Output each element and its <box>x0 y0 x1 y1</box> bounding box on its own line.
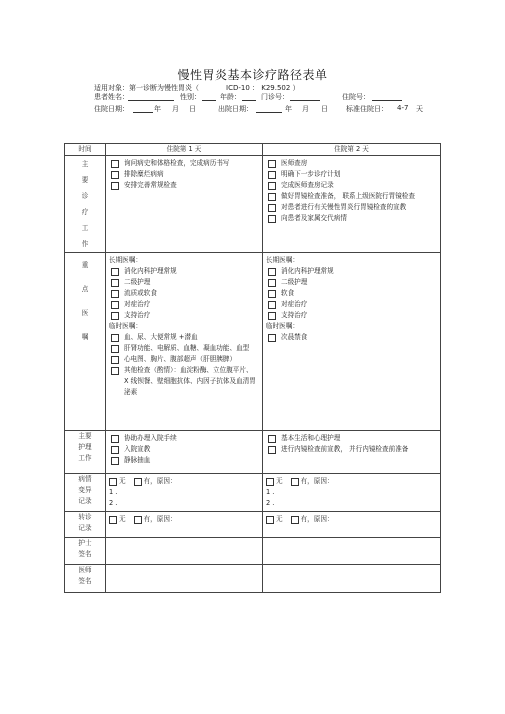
transfer-day2 <box>263 512 441 538</box>
long-term-orders-label: 长期医嘱： <box>109 256 142 264</box>
standard-stay-unit: 天 <box>416 105 423 113</box>
list-item: 静脉抽血 <box>109 455 259 466</box>
list-item: 对症治疗 <box>266 299 437 310</box>
list-item: 支持治疗 <box>266 310 437 321</box>
reason-line-2[interactable]: 2 . <box>109 499 118 507</box>
checkbox[interactable] <box>268 171 276 179</box>
no-checkbox[interactable] <box>109 478 117 486</box>
list-item: 协助办理入院手续 <box>109 433 259 444</box>
admit-day-label: 日 <box>189 105 196 113</box>
list-item: 心电图、胸片、腹部超声（肝胆胰脾） <box>109 354 259 365</box>
checkbox[interactable] <box>111 160 119 168</box>
checkbox[interactable] <box>111 268 119 276</box>
diagnosis-row-label: 主 要 诊 疗 工 作 <box>65 156 106 253</box>
nursing-day2 <box>263 431 441 474</box>
long-term-orders-label: 长期医嘱： <box>266 256 299 264</box>
nursing-row <box>65 431 441 474</box>
icd-code: ICD-10 ： K29.502 ） <box>226 84 300 92</box>
admit-date-label: 住院日期： <box>94 105 129 113</box>
gender-field[interactable] <box>202 100 216 101</box>
list-item: 肝肾功能、电解质、血糖、凝血功能、血型 <box>109 343 259 354</box>
checkbox[interactable] <box>111 446 119 454</box>
orders-day1 <box>106 253 263 431</box>
nurse-sign-row <box>65 538 441 565</box>
standard-stay-label: 标准住院日： <box>346 105 388 113</box>
nurse-sign-day2[interactable] <box>263 538 441 565</box>
checkbox[interactable] <box>111 356 119 364</box>
checkbox[interactable] <box>268 204 276 212</box>
inpatient-no-label: 住院号： <box>342 93 370 101</box>
checkbox[interactable] <box>268 290 276 298</box>
checkbox[interactable] <box>111 457 119 465</box>
nurse-sign-day1[interactable] <box>106 538 263 565</box>
list-item: 软食 <box>266 288 437 299</box>
list-item: 明确下一步诊疗计划 <box>266 169 437 180</box>
diagnosis-row <box>65 156 441 253</box>
list-item: 医师查房 <box>266 158 437 169</box>
checkbox[interactable] <box>268 435 276 443</box>
target-label: 适用对象：第一诊断为慢性胃炎（ <box>94 84 199 92</box>
time-header: 时间 <box>65 144 106 156</box>
discharge-day-label: 日 <box>321 105 328 113</box>
yes-reason-label: 有，原因： <box>300 477 334 485</box>
checkbox[interactable] <box>268 334 276 342</box>
yes-checkbox[interactable] <box>134 478 142 486</box>
list-item: 入院宣教 <box>109 444 259 455</box>
no-label: 无 <box>119 477 126 485</box>
yes-reason-label: 有，原因： <box>143 515 177 523</box>
no-label: 无 <box>276 515 283 523</box>
checkbox[interactable] <box>111 171 119 179</box>
list-item: 做好胃镜检查准备， 联系上级医院行胃镜检查 <box>266 191 437 202</box>
gender-label: 性别： <box>180 93 201 101</box>
clinic-no-field[interactable] <box>290 100 320 101</box>
checkbox[interactable] <box>111 345 119 353</box>
checkbox[interactable] <box>268 182 276 190</box>
reason-line-1[interactable]: 1 . <box>266 488 275 496</box>
diagnosis-day1 <box>106 156 263 253</box>
admit-month-label: 月 <box>172 105 179 113</box>
variation-day2 <box>263 474 441 512</box>
list-item: 完成医师查房记录 <box>266 180 437 191</box>
list-item: 询问病史和体格检查，完成病历书写 <box>109 158 259 169</box>
checkbox[interactable] <box>111 367 119 375</box>
age-field[interactable] <box>242 100 256 101</box>
checkbox[interactable] <box>111 301 119 309</box>
orders-row-label: 重 点 医 嘱 <box>65 253 106 431</box>
no-label: 无 <box>276 477 283 485</box>
orders-day2 <box>263 253 441 431</box>
checkbox[interactable] <box>268 312 276 320</box>
nursing-row-label: 主要 护理 工作 <box>65 431 106 474</box>
list-item: 血、尿、大便常规 +潜血 <box>109 332 259 343</box>
list-item: 对症治疗 <box>109 299 259 310</box>
list-item: 支持治疗 <box>109 310 259 321</box>
clinic-no-label: 门诊号： <box>261 93 289 101</box>
list-item: 消化内科护理常规 <box>266 266 437 277</box>
reason-line-1[interactable]: 1 . <box>109 488 118 496</box>
no-checkbox[interactable] <box>109 516 117 524</box>
admit-year-field[interactable] <box>133 112 153 113</box>
transfer-row-label: 转诊 记录 <box>65 512 106 538</box>
list-item: 其他检查（酌情）：血淀粉酶、立位腹平片、 X 线钡餐、壁细胞抗体、内因子抗体及血清胃泌素 <box>109 365 259 398</box>
checkbox[interactable] <box>111 279 119 287</box>
checkbox[interactable] <box>111 435 119 443</box>
transfer-row <box>65 512 441 538</box>
checkbox[interactable] <box>268 301 276 309</box>
discharge-date-label: 出院日期： <box>218 105 253 113</box>
variation-day1 <box>106 474 263 512</box>
table-header-row <box>65 144 441 156</box>
list-item: 排除糜烂病病 <box>109 169 259 180</box>
list-item: 次晨禁食 <box>266 332 437 343</box>
doctor-sign-row <box>65 565 441 593</box>
list-item: 流质或软食 <box>109 288 259 299</box>
checkbox[interactable] <box>268 193 276 201</box>
transfer-day1 <box>106 512 263 538</box>
list-item: 二级护理 <box>266 277 437 288</box>
no-label: 无 <box>119 515 126 523</box>
checkbox[interactable] <box>268 279 276 287</box>
checkbox[interactable] <box>111 182 119 190</box>
orders-row <box>65 253 441 431</box>
day1-header: 住院第 1 天 <box>106 144 263 156</box>
yes-reason-label: 有，原因： <box>300 515 334 523</box>
checkbox[interactable] <box>111 334 119 342</box>
age-label: 年龄： <box>220 93 241 101</box>
temporary-orders-label: 临时医嘱： <box>266 322 299 330</box>
yes-checkbox[interactable] <box>134 516 142 524</box>
patient-name-field[interactable] <box>128 100 174 101</box>
nursing-day1 <box>106 431 263 474</box>
list-item: 基本生活和心理护理 <box>266 433 437 444</box>
discharge-year-field[interactable] <box>256 112 282 113</box>
temporary-orders-label: 临时医嘱： <box>109 322 142 330</box>
doctor-sign-label: 医师 签名 <box>65 565 106 593</box>
doctor-sign-day2[interactable] <box>263 565 441 593</box>
doctor-sign-day1[interactable] <box>106 565 263 593</box>
inpatient-no-field[interactable] <box>372 100 402 101</box>
checkbox[interactable] <box>111 290 119 298</box>
discharge-year-label: 年 <box>285 105 292 113</box>
variation-row-label: 病情 变异 记录 <box>65 474 106 512</box>
discharge-month-label: 月 <box>302 105 309 113</box>
list-item: 向患者及家属交代病情 <box>266 213 437 224</box>
list-item: 消化内科护理常规 <box>109 266 259 277</box>
list-item: 进行内镜检查前宣教， 并行内镜检查前准备 <box>266 444 437 455</box>
checkbox[interactable] <box>268 215 276 223</box>
no-checkbox[interactable] <box>266 516 274 524</box>
nurse-sign-label: 护士 签名 <box>65 538 106 565</box>
checkbox[interactable] <box>268 446 276 454</box>
day2-header: 住院第 2 天 <box>263 144 441 156</box>
list-item: 二级护理 <box>109 277 259 288</box>
diagnosis-day2 <box>263 156 441 253</box>
yes-checkbox[interactable] <box>291 478 299 486</box>
checkbox[interactable] <box>268 160 276 168</box>
list-item: 对患者进行有关慢性胃炎行胃镜检查的宣教 <box>266 202 437 213</box>
yes-reason-label: 有，原因： <box>143 477 177 485</box>
checkbox[interactable] <box>111 312 119 320</box>
patient-name-label: 患者姓名： <box>94 93 129 101</box>
checkbox[interactable] <box>268 268 276 276</box>
list-item: 安排完善常规检查 <box>109 180 259 191</box>
variation-row <box>65 474 441 512</box>
reason-line-2[interactable]: 2 . <box>266 499 275 507</box>
no-checkbox[interactable] <box>266 478 274 486</box>
admit-year-label: 年 <box>154 105 161 113</box>
pathway-table <box>64 143 441 593</box>
standard-stay-value: 4-7 <box>397 104 409 112</box>
yes-checkbox[interactable] <box>291 516 299 524</box>
page-title: 慢性胃炎基本诊疗路径表单 <box>177 68 328 82</box>
